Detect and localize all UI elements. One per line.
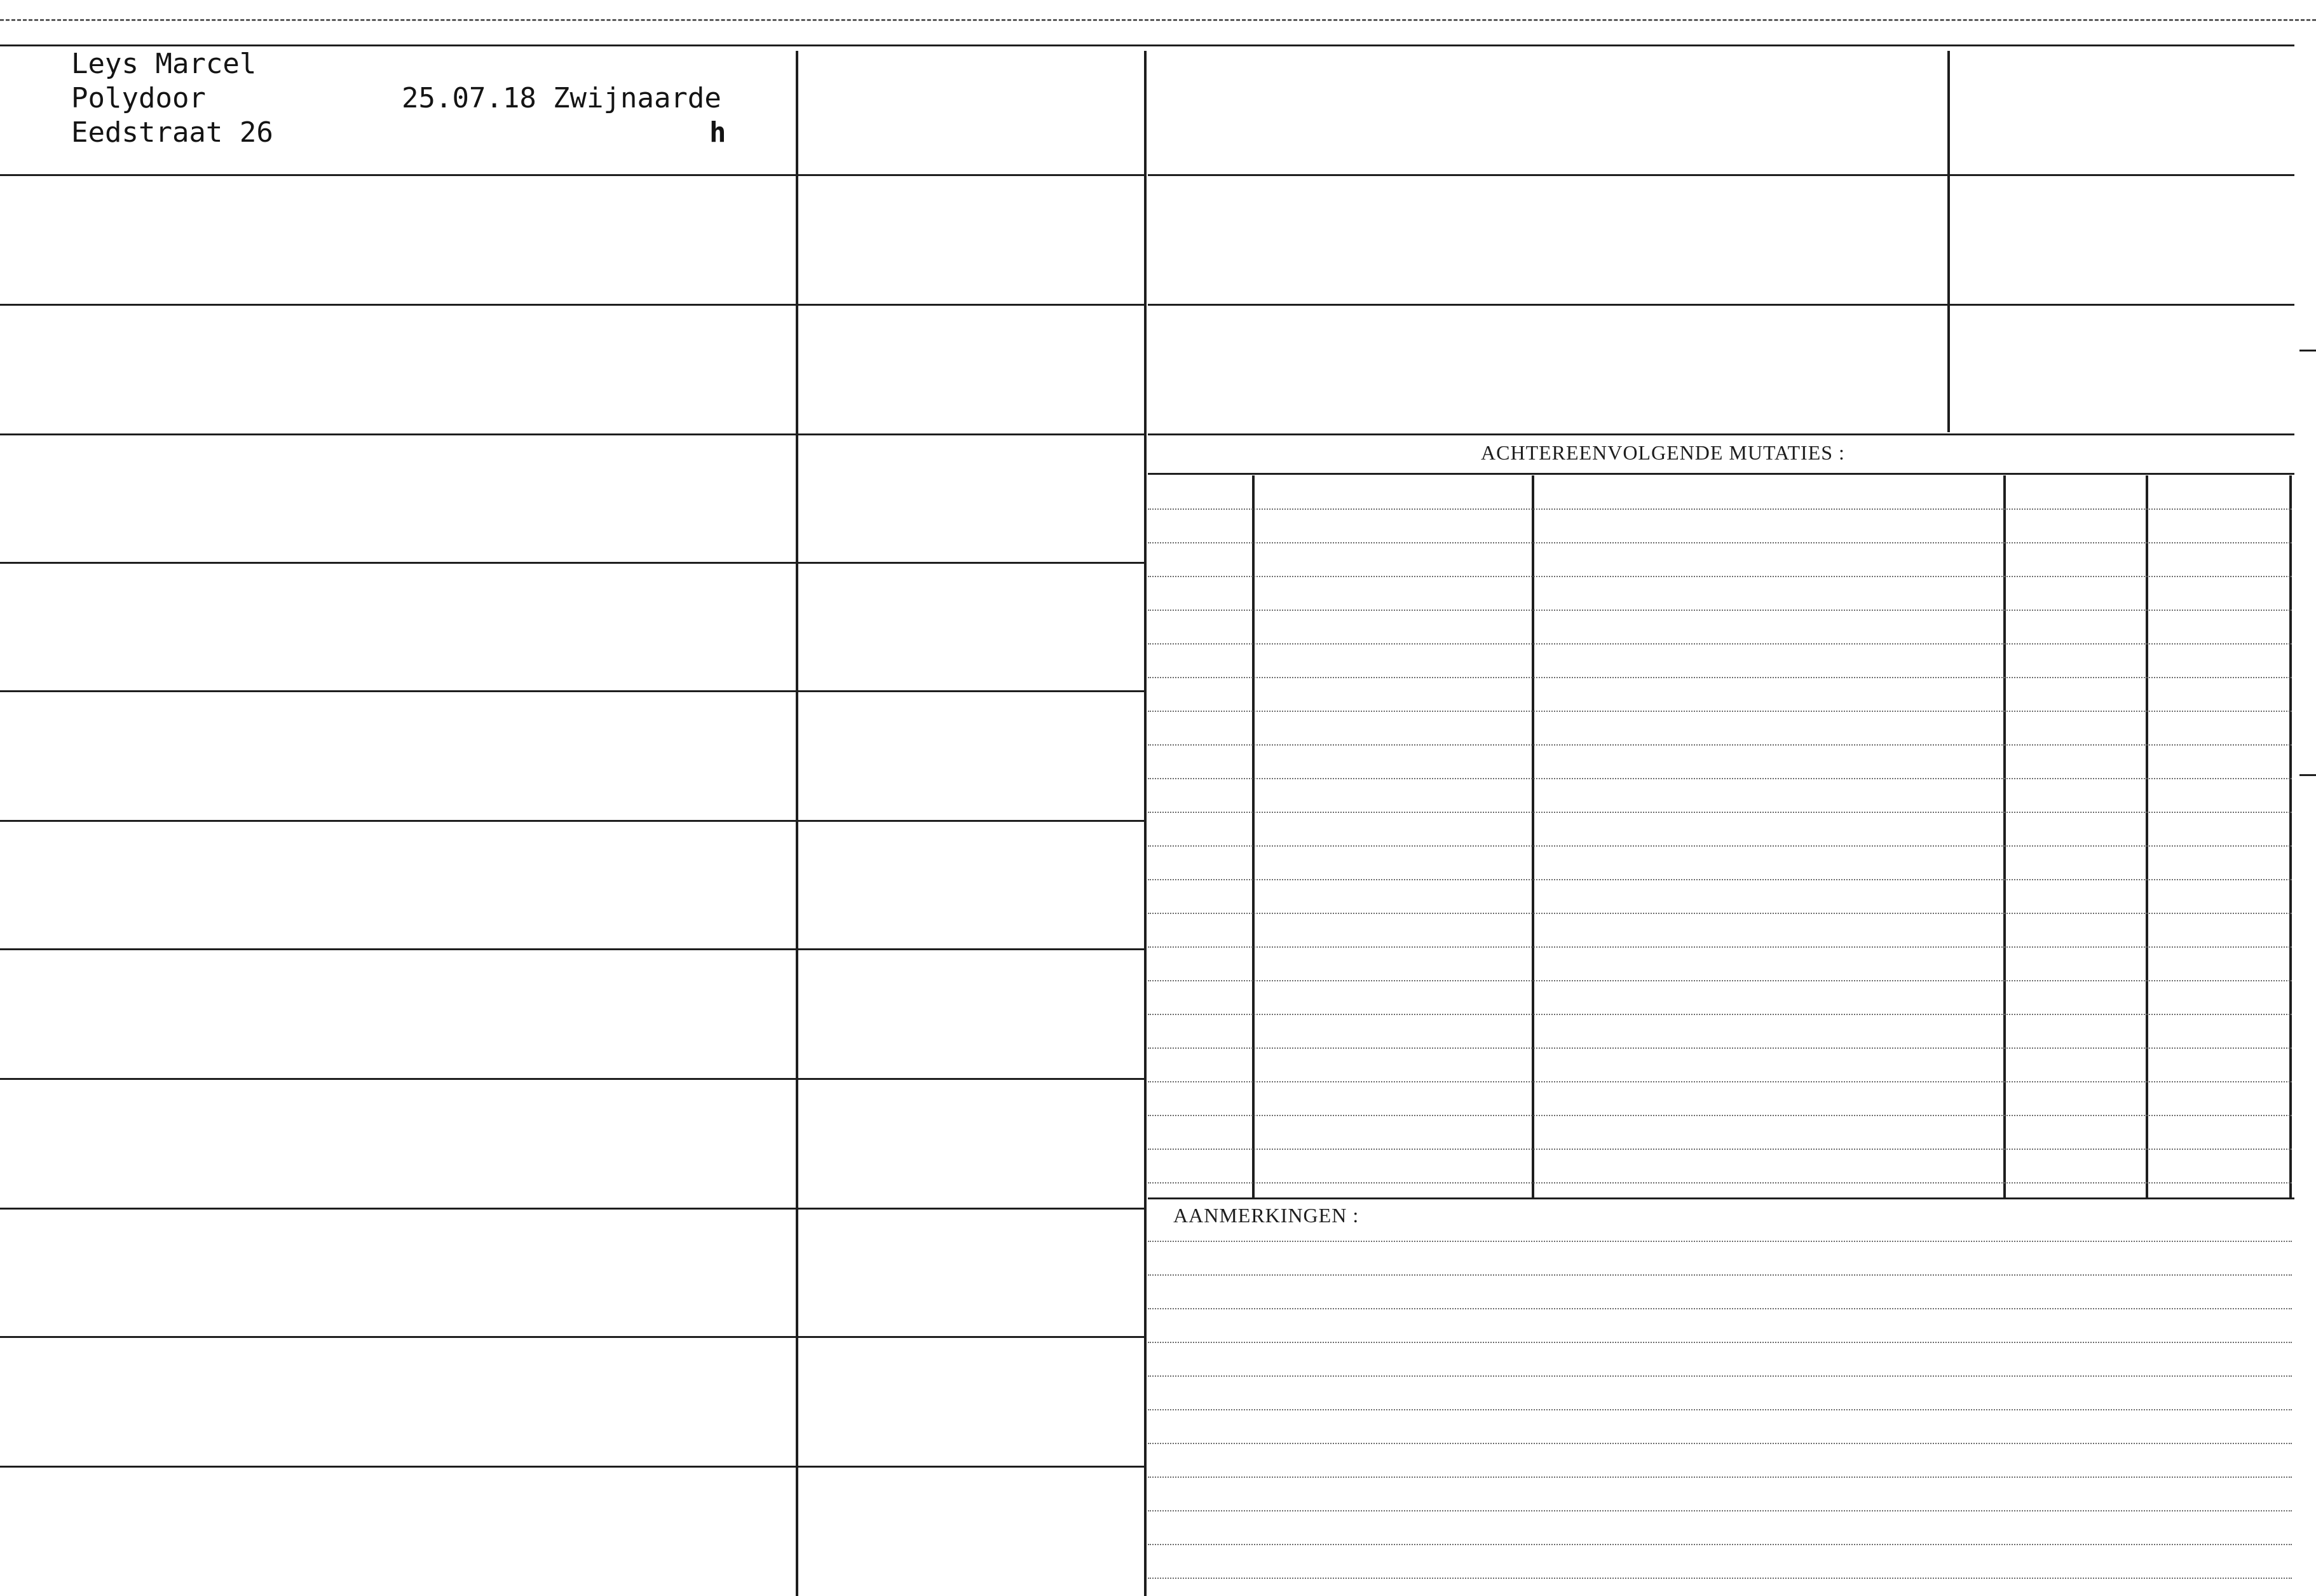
register-row-line: [0, 433, 1144, 435]
top-torn-edge: [0, 19, 2316, 21]
mutations-column-divider: [2289, 475, 2292, 1197]
mutations-bottom-border: [1148, 1197, 2294, 1199]
margin-tick: [2299, 774, 2316, 776]
mutations-column-divider: [1252, 475, 1255, 1197]
mutations-dotted-row: [1148, 845, 2292, 847]
register-row-line: [0, 690, 1144, 692]
remarks-dotted-line: [1148, 1308, 2292, 1309]
birth-date: 25.07.18: [402, 82, 536, 114]
register-row-line: [0, 174, 1144, 176]
mutations-column-divider: [2146, 475, 2148, 1197]
birth-place: Zwijnaarde: [553, 82, 721, 114]
mutations-dotted-row: [1148, 744, 2292, 746]
address: Eedstraat 26: [71, 116, 273, 149]
mutations-dotted-row: [1148, 711, 2292, 712]
remarks-dotted-line: [1148, 1510, 2292, 1511]
remarks-dotted-line: [1148, 1342, 2292, 1343]
mutations-dotted-row: [1148, 508, 2292, 510]
mutations-dotted-row: [1148, 778, 2292, 779]
mutations-dotted-row: [1148, 879, 2292, 880]
remarks-dotted-line: [1148, 1241, 2292, 1242]
remarks-dotted-line: [1148, 1274, 2292, 1276]
mutations-top-border: [1148, 473, 2294, 475]
remarks-dotted-line: [1148, 1409, 2292, 1410]
mutations-title: ACHTEREENVOLGENDE MUTATIES :: [1481, 441, 1845, 464]
mutations-dotted-row: [1148, 946, 2292, 948]
mutations-dotted-row: [1148, 1014, 2292, 1015]
center-column-divider: [1144, 51, 1147, 1596]
upper-row-line: [1148, 174, 2294, 176]
remarks-dotted-line: [1148, 1544, 2292, 1545]
upper-row-line: [1148, 433, 2294, 435]
register-row-line: [0, 1078, 1144, 1080]
mutations-dotted-row: [1148, 913, 2292, 914]
remarks-dotted-line: [1148, 1578, 2292, 1579]
mutations-dotted-row: [1148, 1149, 2292, 1150]
register-row-line: [0, 820, 1144, 822]
remarks-dotted-line: [1148, 1477, 2292, 1478]
register-row-line: [0, 304, 1144, 306]
register-row-line: [0, 948, 1144, 950]
register-row-line: [0, 1336, 1144, 1338]
left-column-divider: [796, 51, 798, 1596]
register-row-line: [0, 562, 1144, 564]
register-row-line: [0, 1208, 1144, 1210]
mutations-dotted-row: [1148, 542, 2292, 543]
table-top-border: [0, 44, 2294, 46]
mutations-dotted-row: [1148, 610, 2292, 611]
gender-mark: h: [709, 116, 726, 149]
remarks-dotted-line: [1148, 1443, 2292, 1444]
upper-row-line: [1148, 304, 2294, 306]
remarks-title: AANMERKINGEN :: [1173, 1204, 1359, 1227]
mutations-dotted-row: [1148, 1047, 2292, 1049]
upper-right-divider: [1947, 51, 1950, 432]
mutations-dotted-row: [1148, 980, 2292, 981]
mutations-dotted-row: [1148, 1115, 2292, 1116]
mutations-dotted-row: [1148, 677, 2292, 678]
mutations-dotted-row: [1148, 812, 2292, 813]
mutations-column-divider: [2003, 475, 2006, 1197]
mutations-dotted-row: [1148, 1081, 2292, 1082]
name-line: Leys Marcel: [71, 48, 257, 80]
margin-tick: [2299, 350, 2316, 351]
mutations-column-divider: [1532, 475, 1534, 1197]
mutations-dotted-row: [1148, 576, 2292, 577]
mutations-dotted-row: [1148, 1182, 2292, 1183]
given-name: Polydoor: [71, 82, 206, 114]
mutations-dotted-row: [1148, 643, 2292, 645]
remarks-dotted-line: [1148, 1375, 2292, 1377]
register-row-line: [0, 1466, 1144, 1468]
